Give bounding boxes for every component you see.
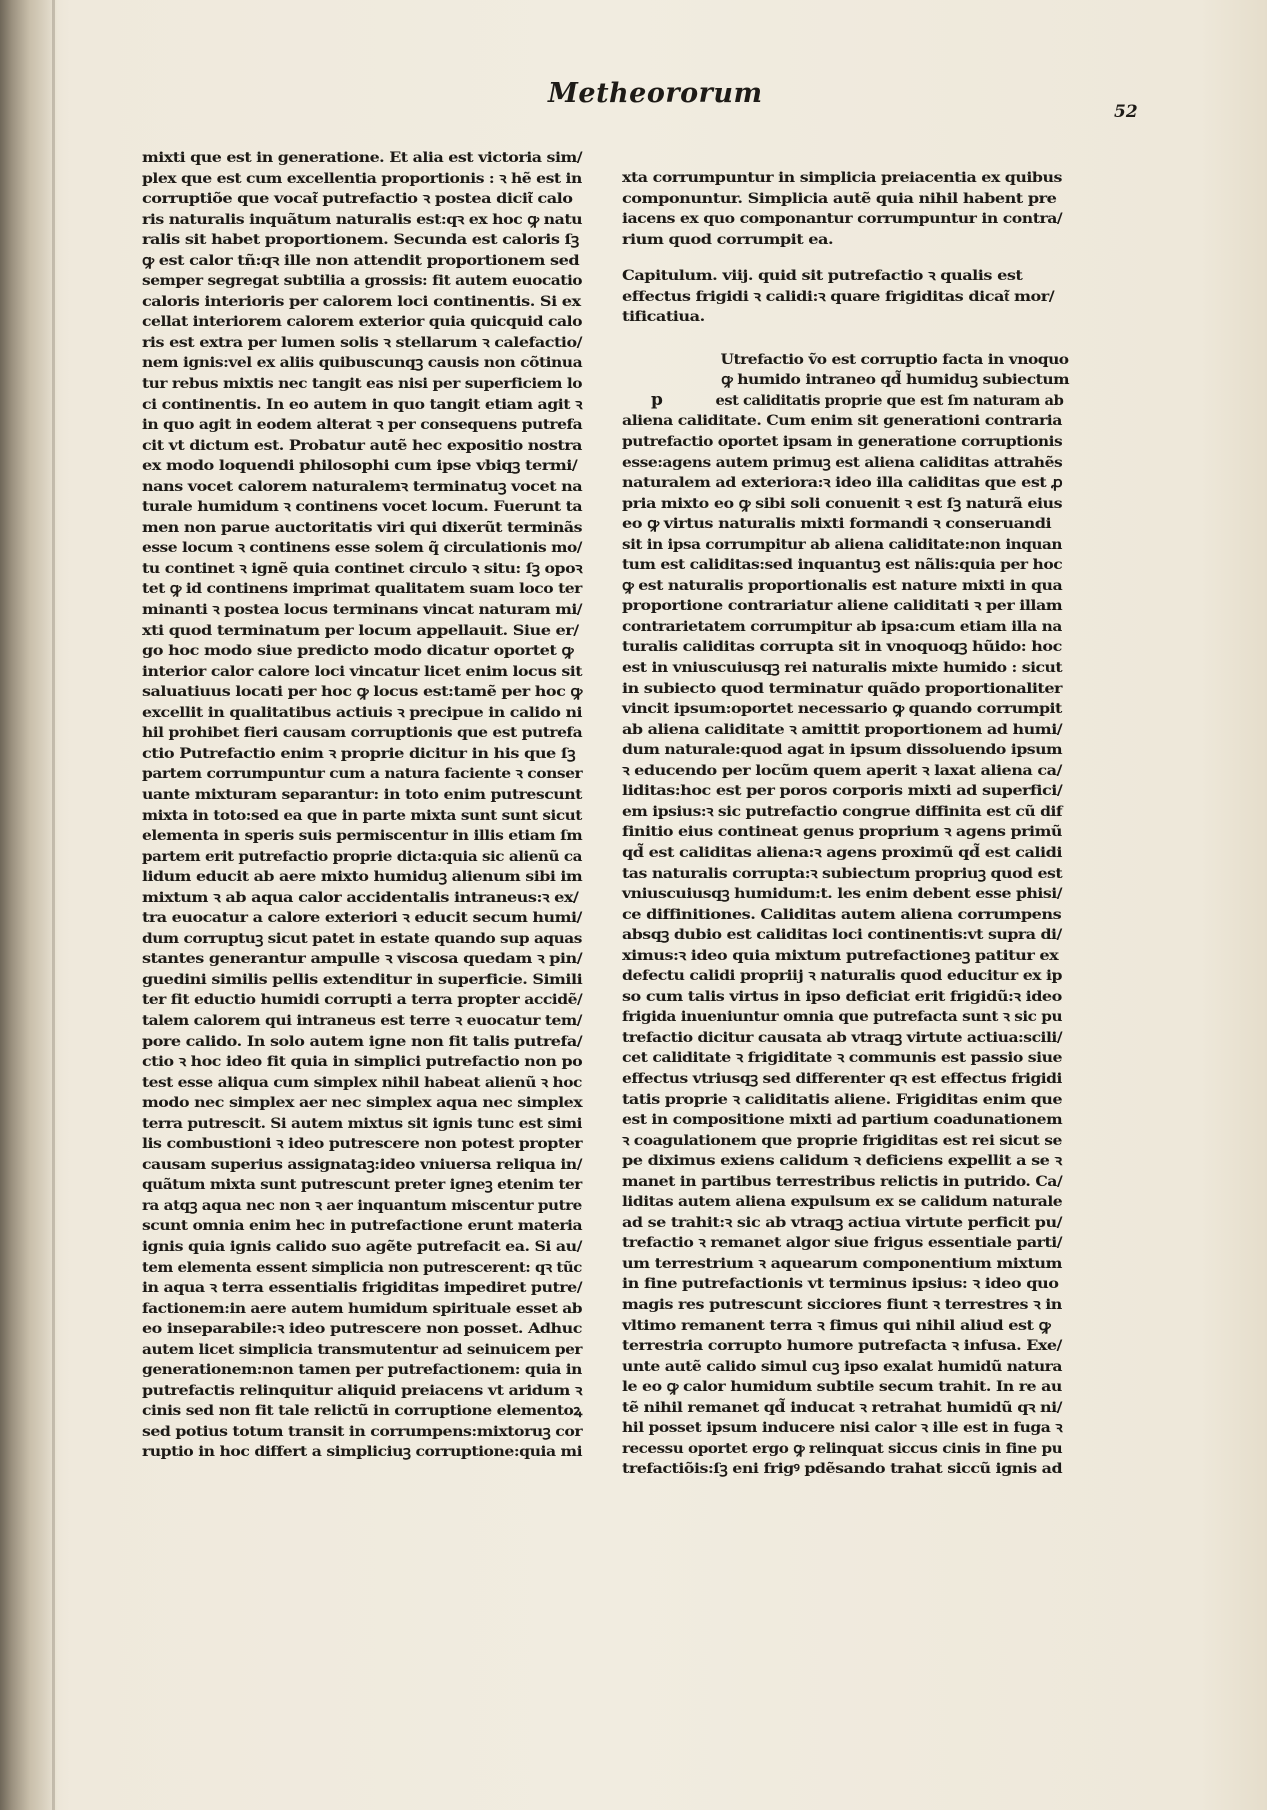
text-line: tẽ nihil remanet qd̃ inducat ꝛ retrahat humidũ qꝛ ni/ bbox=[622, 1398, 1062, 1416]
text-line: tem elementa essent simplicia non putrescerent: qꝛ tũc bbox=[142, 1258, 582, 1276]
text-line: dum naturale:quod agat in ipsum dissoluendo ipsum bbox=[622, 741, 1063, 759]
text-line: cit vt dictum est. Probatur autẽ hec expositio nostra bbox=[142, 436, 582, 454]
text-line: qd̃ est caliditas aliena:ꝛ agens proximũ qd̃ est calidi bbox=[622, 843, 1063, 861]
text-line: corruptiõe que vocat͂ putrefactio ꝛ postea dicit͂ calo bbox=[142, 190, 573, 208]
text-line: ignis quia ignis calido suo agẽte putrefacit ea. Si au/ bbox=[142, 1237, 582, 1255]
text-line: Utrefactio ṽo est corruptio facta in vnoquo bbox=[720, 350, 1069, 368]
text-line: cellat interiorem calorem exterior quia quicquid calo bbox=[142, 313, 583, 331]
text-line: terrestria corrupto humore putrefacta ꝛ infusa. Exe/ bbox=[622, 1337, 1062, 1355]
text-line: em ipsius:ꝛ sic putrefactio congrue diffinita est cũ dif bbox=[622, 802, 1063, 820]
text-line: pore calido. In solo autem igne non fit talis putrefa/ bbox=[142, 1032, 583, 1050]
text-line: pria mixto eo ꝙ sibi soli conuenit ꝛ est ſꝫ naturã eius bbox=[622, 494, 1063, 512]
text-line: go hoc modo siue predicto modo dicatur oportet ꝙ bbox=[142, 642, 574, 660]
binding-gutter bbox=[0, 0, 58, 1810]
text-line: caloris interioris per calorem loci continentis. Si ex bbox=[142, 292, 581, 310]
text-line: esse:agens autem primuꝫ est aliena caliditas attrahẽs bbox=[622, 453, 1063, 471]
text-line: um terrestrium ꝛ aquearum componentium mixtum bbox=[622, 1254, 1062, 1272]
text-line: ꝛ educendo per locũm quem aperit ꝛ laxat aliena ca/ bbox=[622, 761, 1062, 779]
text-line: cet caliditate ꝛ frigiditate ꝛ communis est passio siue bbox=[622, 1049, 1063, 1067]
text-line: cinis sed non fit tale relictũ in corruptione elementoꝝ bbox=[142, 1402, 582, 1420]
text-line: tur rebus mixtis nec tangit eas nisi per superficiem lo bbox=[142, 375, 583, 393]
text-line: absqꝫ dubio est caliditas loci continentis:vt supra di/ bbox=[622, 926, 1062, 944]
text-line: stantes generantur ampulle ꝛ viscosa quedam ꝛ pin/ bbox=[142, 950, 583, 968]
text-line: ter fit eductio humidi corrupti a terra propter accidẽ/ bbox=[142, 991, 583, 1009]
text-line: plex que est cum excellentia proportionis : ꝛ hẽ est in bbox=[142, 169, 582, 187]
initial-guide-letter: p bbox=[651, 390, 663, 410]
text-line: ce diffinitiones. Caliditas autem aliena corrumpens bbox=[622, 905, 1062, 923]
text-line: men non parue auctoritatis viri qui dixerũt terminãs bbox=[142, 518, 583, 536]
text-line: le eo ꝙ calor humidum subtile secum trahit. In re au bbox=[622, 1378, 1062, 1396]
text-line: ris naturalis inquãtum naturalis est:qꝛ ex hoc ꝙ natu bbox=[142, 210, 583, 228]
text-line: sit in ipsa corrumpitur ab aliena caliditate:non inquan bbox=[622, 535, 1062, 553]
page-header bbox=[0, 78, 1267, 122]
left-text-column bbox=[142, 148, 582, 1463]
text-line: tatis proprie ꝛ caliditatis aliene. Frigiditas enim que bbox=[622, 1090, 1063, 1108]
text-line: hil posset ipsum inducere nisi calor ꝛ ille est in fuga ꝛ bbox=[622, 1419, 1063, 1437]
text-line: lis combustioni ꝛ ideo putrescere non potest propter bbox=[142, 1135, 583, 1153]
binding-edge bbox=[52, 0, 55, 1810]
text-line: semper segregat subtilia a grossis: fit autem euocatio bbox=[142, 272, 583, 290]
text-line: recessu oportet ergo ꝙ relinquat siccus cinis in fine pu bbox=[622, 1439, 1063, 1457]
text-line: eo ꝙ virtus naturalis mixti formandi ꝛ conseruandi bbox=[622, 515, 1052, 533]
chapter-body bbox=[622, 350, 1070, 1480]
text-line: ꝙ humido intraneo qd̃ humiduꝫ subiectum bbox=[721, 371, 1070, 389]
heading-line: tificatiua. bbox=[622, 308, 705, 326]
text-line: partem erit putrefactio proprie dicta:quia sic alienũ ca bbox=[142, 847, 582, 865]
text-line: elementa in speris suis permiscentur in illis etiam ſm bbox=[142, 827, 583, 845]
text-line: componuntur. Simplicia autẽ quia nihil habent pre bbox=[622, 189, 1057, 207]
text-line: terra putrescit. Si autem mixtus sit ignis tunc est simi bbox=[142, 1114, 582, 1132]
text-line: in subiecto quod terminatur quãdo proportionaliter bbox=[622, 679, 1062, 697]
text-line: ctio Putrefactio enim ꝛ proprie dicitur in his que ſꝫ bbox=[142, 744, 576, 762]
text-line: iacens ex quo componantur corrumpuntur in contra/ bbox=[622, 210, 1063, 228]
text-line: trefactio ꝛ remanet algor siue frigus essentiale parti/ bbox=[622, 1234, 1062, 1252]
running-title: Metheororum bbox=[548, 78, 763, 109]
text-line: mixtum ꝛ ab aqua calor accidentalis intraneus:ꝛ ex/ bbox=[142, 888, 579, 906]
heading-line: effectus frigidi ꝛ calidi:ꝛ quare frigiditas dicat͂ mor/ bbox=[622, 287, 1055, 305]
text-line: nans vocet calorem naturalemꝛ terminatuꝫ vocet na bbox=[142, 477, 583, 495]
text-line: liditas:hoc est per poros corporis mixti ad superfici/ bbox=[622, 782, 1063, 800]
text-line: putrefactis relinquitur aliquid preiacens vt aridum ꝛ bbox=[142, 1381, 582, 1399]
text-line: interior calor calore loci vincatur licet enim locus sit bbox=[142, 662, 583, 680]
text-line: trefactio dicitur causata ab vtraqꝫ virtute actiua:scili/ bbox=[622, 1028, 1063, 1046]
text-line: hil prohibet fieri causam corruptionis que est putrefa bbox=[142, 724, 583, 742]
text-line: contrarietatem corrumpitur ab ipsa:cum etiam illa na bbox=[622, 617, 1062, 635]
text-line: turale humidum ꝛ continens vocet locum. Fuerunt ta bbox=[142, 498, 583, 516]
text-line: unte autẽ calido simul cuꝫ ipso exalat humidũ natura bbox=[622, 1357, 1063, 1375]
text-line: esse locum ꝛ continens esse solem q̃ circulationis mo/ bbox=[142, 539, 582, 557]
text-line: nem ignis:vel ex aliis quibuscunqꝫ causis non cõtinua bbox=[142, 354, 583, 372]
text-line: scunt omnia enim hec in putrefactione erunt materia bbox=[142, 1217, 583, 1235]
text-line: lidum educit ab aere mixto humiduꝫ alienum sibi im bbox=[142, 868, 583, 886]
text-line: putrefactio oportet ipsam in generatione corruptionis bbox=[622, 433, 1063, 451]
text-line: ꝙ est naturalis proportionalis est nature mixti in qua bbox=[622, 576, 1063, 594]
text-line: tas naturalis corrupta:ꝛ subiectum propriuꝫ quod est bbox=[622, 864, 1063, 882]
text-line: mixta in toto:sed ea que in parte mixta sunt sunt sicut bbox=[142, 806, 582, 824]
text-line: causam superius assignataꝫ:ideo vniuersa reliqua in/ bbox=[142, 1155, 582, 1173]
text-line: ꝙ est calor tñ:qꝛ ille non attendit proportionem sed bbox=[142, 251, 580, 269]
text-line: ris est extra per lumen solis ꝛ stellarum ꝛ calefactio/ bbox=[142, 333, 582, 351]
text-line: finitio eius contineat genus proprium ꝛ agens primũ bbox=[622, 823, 1062, 841]
text-line: sed potius totum transit in corrumpens:mixtoruꝫ cor bbox=[142, 1422, 583, 1440]
text-line: est in compositione mixti ad partium coadunationem bbox=[622, 1111, 1063, 1129]
text-line: tum est caliditas:sed inquantuꝫ est nãlis:quia per hoc bbox=[622, 556, 1063, 574]
text-line: eo inseparabile:ꝛ ideo putrescere non posset. Adhuc bbox=[142, 1320, 582, 1338]
text-line: pe diximus exiens calidum ꝛ deficiens expellit a se ꝛ bbox=[622, 1152, 1062, 1170]
text-line: so cum talis virtus in ipso deficiat erit frigidũ:ꝛ ideo bbox=[622, 987, 1062, 1005]
text-line: in quo agit in eodem alterat ꝛ per consequens putrefa bbox=[142, 416, 583, 434]
text-line: tet ꝙ id continens imprimat qualitatem suam loco ter bbox=[142, 580, 582, 598]
text-line: aliena caliditate. Cum enim sit generationi contraria bbox=[622, 412, 1063, 430]
text-line: proportione contrariatur aliene caliditati ꝛ per illam bbox=[622, 597, 1063, 615]
text-line: xta corrumpuntur in simplicia preiacentia ex quibus bbox=[622, 169, 1062, 186]
text-line: quãtum mixta sunt putrescunt preter igneꝫ etenim ter bbox=[142, 1176, 582, 1194]
text-line: saluatiuus locati per hoc ꝙ locus est:tamẽ per hoc ꝙ bbox=[142, 683, 582, 701]
text-line: in aqua ꝛ terra essentialis frigiditas impediret putre/ bbox=[142, 1279, 582, 1297]
text-line: tra euocatur a calore exteriori ꝛ educit secum humi/ bbox=[142, 909, 582, 927]
text-line: talem calorem qui intraneus est terre ꝛ euocatur tem/ bbox=[142, 1011, 582, 1029]
heading-line: Capitulum. viij. quid sit putrefactio ꝛ qualis est bbox=[622, 267, 1023, 285]
text-line: ꝛ coagulationem que proprie frigiditas est rei sicut se bbox=[622, 1131, 1062, 1149]
text-line: uante mixturam separantur: in toto enim putrescunt bbox=[142, 785, 582, 803]
right-text-column bbox=[622, 168, 1070, 1480]
text-line: tu continet ꝛ ignẽ quia continet circulo ꝛ situ: ſꝫ opoꝛ bbox=[142, 559, 583, 577]
text-line: excellit in qualitatibus actiuis ꝛ precipue in calido ni bbox=[142, 703, 583, 721]
text-line: ximus:ꝛ ideo quia mixtum putrefactioneꝫ patitur ex bbox=[622, 946, 1059, 964]
chapter-heading bbox=[622, 266, 1062, 328]
text-line: generationem:non tamen per putrefactionem: quia in bbox=[142, 1361, 582, 1379]
text-line: turalis caliditas corrupta sit in vnoquoqꝫ hũido: hoc bbox=[622, 638, 1062, 656]
text-line: defectu calidi propriĳ ꝛ naturalis quod educitur ex ip bbox=[622, 967, 1062, 985]
text-line: ab aliena caliditate ꝛ amittit proportionem ad humi/ bbox=[622, 720, 1063, 738]
text-line: ra atqꝫ aqua nec non ꝛ aer inquantum miscentur putre bbox=[142, 1196, 582, 1214]
text-line: in fine putrefactionis vt terminus ipsius: ꝛ ideo quo bbox=[622, 1275, 1059, 1293]
text-line: est in vniuscuiusqꝫ rei naturalis mixte humido : sicut bbox=[622, 659, 1063, 677]
text-line: partem corrumpuntur cum a natura faciente ꝛ conser bbox=[142, 765, 583, 783]
text-line: ruptio in hoc differt a simpliciuꝫ corruptione:quia mi bbox=[142, 1443, 583, 1461]
text-line: autem licet simplicia transmutentur ad seinuicem per bbox=[142, 1340, 583, 1358]
text-line: test esse aliqua cum simplex nihil habeat alienũ ꝛ hoc bbox=[142, 1073, 582, 1091]
text-line: vltimo remanent terra ꝛ fimus qui nihil aliud est ꝙ bbox=[622, 1316, 1051, 1334]
text-line: magis res putrescunt sicciores fiunt ꝛ terrestres ꝛ in bbox=[622, 1295, 1062, 1313]
text-line: effectus vtriusqꝫ sed differenter qꝛ est effectus frigidi bbox=[622, 1069, 1062, 1087]
text-line: naturalem ad exteriora:ꝛ ideo illa caliditas que est ꝓ bbox=[622, 474, 1063, 492]
text-line: vincit ipsum:oportet necessario ꝙ quando corrumpit bbox=[622, 700, 1062, 718]
continuation-text bbox=[622, 168, 1062, 250]
text-line: ci continentis. In eo autem in quo tangit etiam agit ꝛ bbox=[142, 395, 583, 413]
text-line: mixti que est in generatione. Et alia est victoria sim/ bbox=[142, 149, 583, 166]
text-line: ralis sit habet proportionem. Secunda est caloris ſꝫ bbox=[142, 231, 579, 249]
text-line: vniuscuiusqꝫ humidum:t. les enim debent esse phisi/ bbox=[622, 885, 1062, 903]
text-line: ex modo loquendi philosophi cum ipse vbiqꝫ termi/ bbox=[142, 457, 578, 475]
text-line: est caliditatis proprie que est ſm naturam ab bbox=[715, 391, 1064, 409]
text-line: minanti ꝛ postea locus terminans vincat naturam mi/ bbox=[142, 601, 583, 619]
text-line: dum corruptuꝫ sicut patet in estate quando sup aquas bbox=[142, 929, 582, 947]
text-line: xti quod terminatum per locum appellauit. Siue er/ bbox=[142, 621, 579, 639]
text-line: factionem:in aere autem humidum spirituale esset ab bbox=[142, 1299, 583, 1317]
text-line: rium quod corrumpit ea. bbox=[622, 230, 834, 248]
folio-number: 52 bbox=[1114, 102, 1138, 122]
text-line: liditas autem aliena expulsum ex se calidum naturale bbox=[622, 1193, 1063, 1211]
text-line: guedini similis pellis extenditur in superficie. Simili bbox=[142, 970, 583, 988]
text-line: modo nec simplex aer nec simplex aqua nec simplex bbox=[142, 1094, 583, 1112]
text-line: trefactiõis:ſꝫ eni frigꝰ pdẽsando trahat siccũ ignis ad bbox=[622, 1460, 1063, 1478]
text-line: ctio ꝛ hoc ideo fit quia in simplici putrefactio non po bbox=[142, 1053, 583, 1071]
text-line: manet in partibus terrestribus relictis in putrido. Ca/ bbox=[622, 1172, 1063, 1190]
text-line: ad se trahit:ꝛ sic ab vtraqꝫ actiua virtute perficit pu/ bbox=[622, 1213, 1062, 1231]
text-line: frigida inueniuntur omnia que putrefacta sunt ꝛ sic pu bbox=[622, 1008, 1063, 1026]
